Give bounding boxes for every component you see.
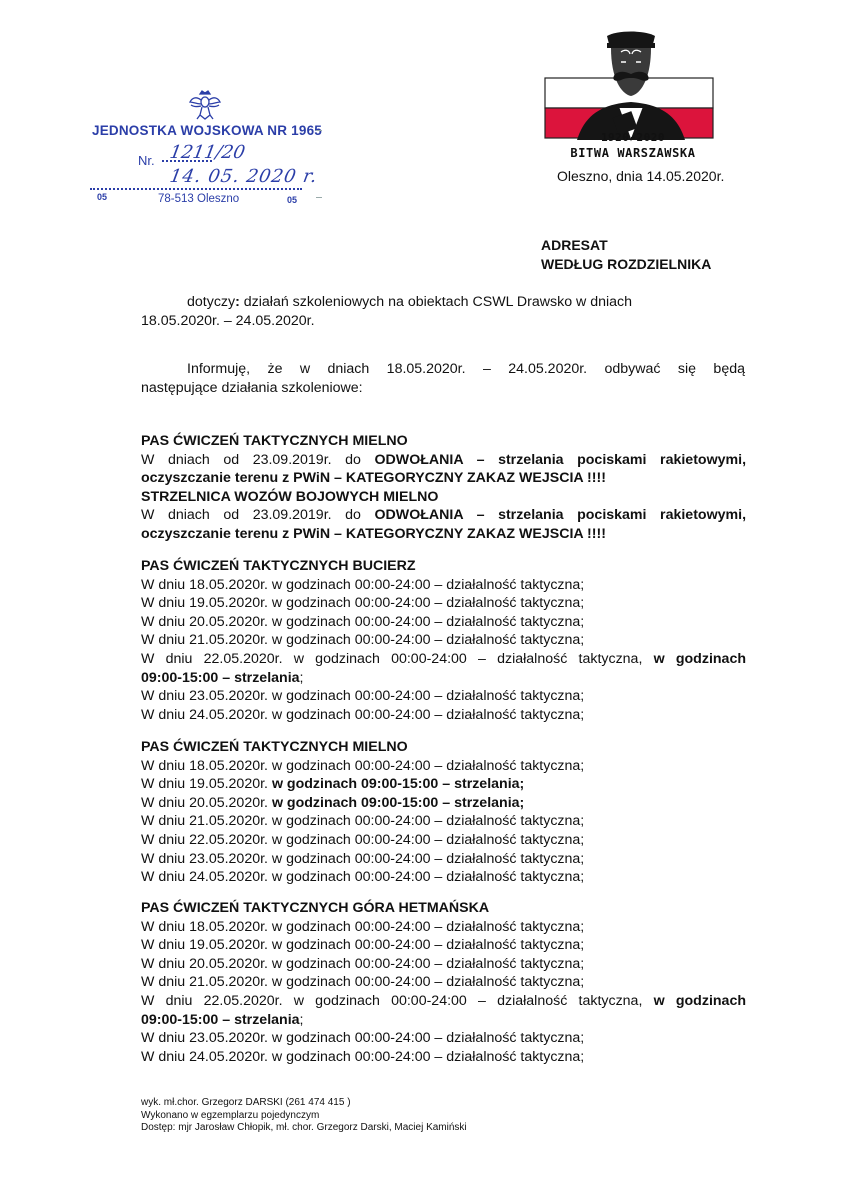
text-normal: ; (299, 1011, 304, 1028)
schedule-line: W dniu 19.05.2020r. w godzinach 00:00-24:00 – działalność taktyczna; (141, 937, 585, 954)
subject (141, 293, 745, 330)
schedule-line (141, 650, 746, 669)
section-paragraph (141, 506, 746, 525)
text-normal: W dniach od 23.09.2019r. do (141, 451, 375, 468)
section-bucierz (141, 557, 746, 724)
text-bold: w godzinach (653, 650, 747, 667)
text-normal: W dniu 20.05.2020r. (141, 794, 272, 811)
intro-line-1: Informuję, że w dniach 18.05.2020r. – 24.05.2020r. odbywać się będą (187, 361, 745, 377)
schedule-line (141, 794, 746, 813)
schedule-line: W dniu 24.05.2020r. w godzinach 00:00-24:00 – działalność taktyczna; (141, 1048, 585, 1065)
schedule-line (141, 775, 746, 794)
logo-years: 1920-2020 (600, 131, 666, 144)
section-title: PAS ĆWICZEŃ TAKTYCZNYCH MIELNO (141, 433, 408, 449)
schedule-line: W dniu 21.05.2020r. w godzinach 00:00-24:00 – działalność taktyczna; (141, 813, 585, 830)
text-normal: W dniu 19.05.2020r. (141, 776, 272, 793)
section-title: PAS ĆWICZEŃ TAKTYCZNYCH GÓRA HETMAŃSKA (141, 900, 490, 916)
subject-colon: : (235, 294, 240, 310)
section-gora-hetmanska (141, 899, 746, 1066)
section-title: PAS ĆWICZEŃ TAKTYCZNYCH MIELNO (141, 739, 408, 755)
text-normal: W dniach od 23.09.2019r. do (141, 507, 375, 524)
stamp-nr-label: Nr. (138, 153, 155, 168)
schedule-line: W dniu 24.05.2020r. w godzinach 00:00-24:00 – działalność taktyczna; (141, 869, 585, 886)
schedule-line: W dniu 20.05.2020r. w godzinach 00:00-24:00 – działalność taktyczna; (141, 955, 585, 972)
section-mielno-recall (141, 432, 746, 544)
text-bold: ODWOŁANIA – strzelania pociskami rakietowymi, (374, 507, 747, 524)
schedule-line: W dniu 19.05.2020r. w godzinach 00:00-24:00 – działalność taktyczna; (141, 595, 585, 612)
footer-copies: Wykonano w egzemplarzu pojedynczym (141, 1109, 320, 1121)
subject-label: dotyczy (187, 294, 236, 310)
schedule-line: W dniu 21.05.2020r. w godzinach 00:00-24:00 – działalność taktyczna; (141, 974, 585, 991)
text-bold: w godzinach 09:00-15:00 – strzelania; (271, 794, 525, 811)
schedule-line: W dniu 22.05.2020r. w godzinach 00:00-24:00 – działalność taktyczna; (141, 831, 585, 848)
schedule-line-cont (141, 1011, 746, 1030)
footer (141, 1097, 467, 1135)
section-paragraph-line-2: oczyszczanie terenu z PWiN – KATEGORYCZNY ZAKAZ WEJSCIA !!!! (141, 525, 606, 542)
stamp-tick (316, 130, 322, 131)
footer-access: Dostęp: mjr Jarosław Chłopik, mł. chor. Grzegorz Darski, Maciej Kamiński (141, 1122, 467, 1133)
intro-paragraph (141, 360, 745, 397)
intro-line-2: następujące działania szkoleniowe: (141, 379, 363, 396)
stamp-code-right: 05 (287, 195, 298, 205)
section-paragraph-line-2: oczyszczanie terenu z PWiN – KATEGORYCZNY ZAKAZ WEJSCIA !!!! (141, 470, 606, 487)
schedule-line (141, 992, 746, 1011)
schedule-line: W dniu 18.05.2020r. w godzinach 00:00-24:00 – działalność taktyczna; (141, 918, 585, 935)
text-normal: W dniu 22.05.2020r. w godzinach 00:00-24:00 – działalność taktyczna, (141, 992, 654, 1009)
schedule-line: W dniu 21.05.2020r. w godzinach 00:00-24:00 – działalność taktyczna; (141, 632, 585, 649)
schedule-line: W dniu 23.05.2020r. w godzinach 00:00-24:00 – działalność taktyczna; (141, 850, 585, 867)
stamp-unit-name: JEDNOSTKA WOJSKOWA NR 1965 (92, 123, 322, 138)
schedule-line: W dniu 18.05.2020r. w godzinach 00:00-24:00 – działalność taktyczna; (141, 576, 585, 593)
addressee-line-2: WEDŁUG ROZDZIELNIKA (541, 256, 712, 272)
text-bold: w godzinach (653, 992, 747, 1009)
text-normal: ; (299, 669, 304, 686)
logo-caption: BITWA WARSZAWSKA (570, 146, 696, 160)
stamp-postal-city: 78-513 Oleszno (158, 193, 240, 205)
text-normal: W dniu 22.05.2020r. w godzinach 00:00-24:00 – działalność taktyczna, (141, 650, 654, 667)
stamp-code-left: 05 (97, 192, 108, 202)
text-bold: 09:00-15:00 – strzelania (141, 1011, 300, 1028)
section-mielno (141, 738, 746, 887)
text-bold: ODWOŁANIA – strzelania pociskami rakietowymi, (374, 451, 747, 468)
schedule-line: W dniu 20.05.2020r. w godzinach 00:00-24:00 – działalność taktyczna; (141, 613, 585, 630)
stamp-handwritten-number: 1211/20 (168, 142, 247, 163)
schedule-line-cont (141, 669, 746, 688)
schedule-line: W dniu 23.05.2020r. w godzinach 00:00-24:00 – działalność taktyczna; (141, 688, 585, 705)
section-title: PAS ĆWICZEŃ TAKTYCZNYCH BUCIERZ (141, 558, 416, 574)
text-bold: 09:00-15:00 – strzelania (141, 669, 300, 686)
section-title-2: STRZELNICA WOZÓW BOJOWYCH MIELNO (141, 488, 439, 505)
schedule-line: W dniu 23.05.2020r. w godzinach 00:00-24:00 – działalność taktyczna; (141, 1030, 585, 1047)
addressee-line-1: ADRESAT (541, 237, 608, 253)
eagle-emblem-icon (188, 90, 222, 122)
text-bold: w godzinach 09:00-15:00 – strzelania; (271, 776, 525, 793)
stamp-dotted-line (90, 188, 302, 190)
subject-text: działań szkoleniowych na obiektach CSWL Drawsko w dniach (239, 294, 633, 310)
stamp-handwritten-date: 14. 05. 2020 r. (168, 166, 320, 187)
subject-text-2: 18.05.2020r. – 24.05.2020r. (141, 312, 315, 329)
schedule-line: W dniu 18.05.2020r. w godzinach 00:00-24:00 – działalność taktyczna; (141, 757, 585, 774)
place-and-date: Oleszno, dnia 14.05.2020r. (557, 168, 725, 184)
section-paragraph (141, 451, 746, 470)
schedule-line: W dniu 24.05.2020r. w godzinach 00:00-24:00 – działalność taktyczna; (141, 706, 585, 723)
footer-author: wyk. mł.chor. Grzegorz DARSKI (261 474 415 ) (141, 1097, 351, 1108)
stamp-tick (316, 197, 322, 198)
